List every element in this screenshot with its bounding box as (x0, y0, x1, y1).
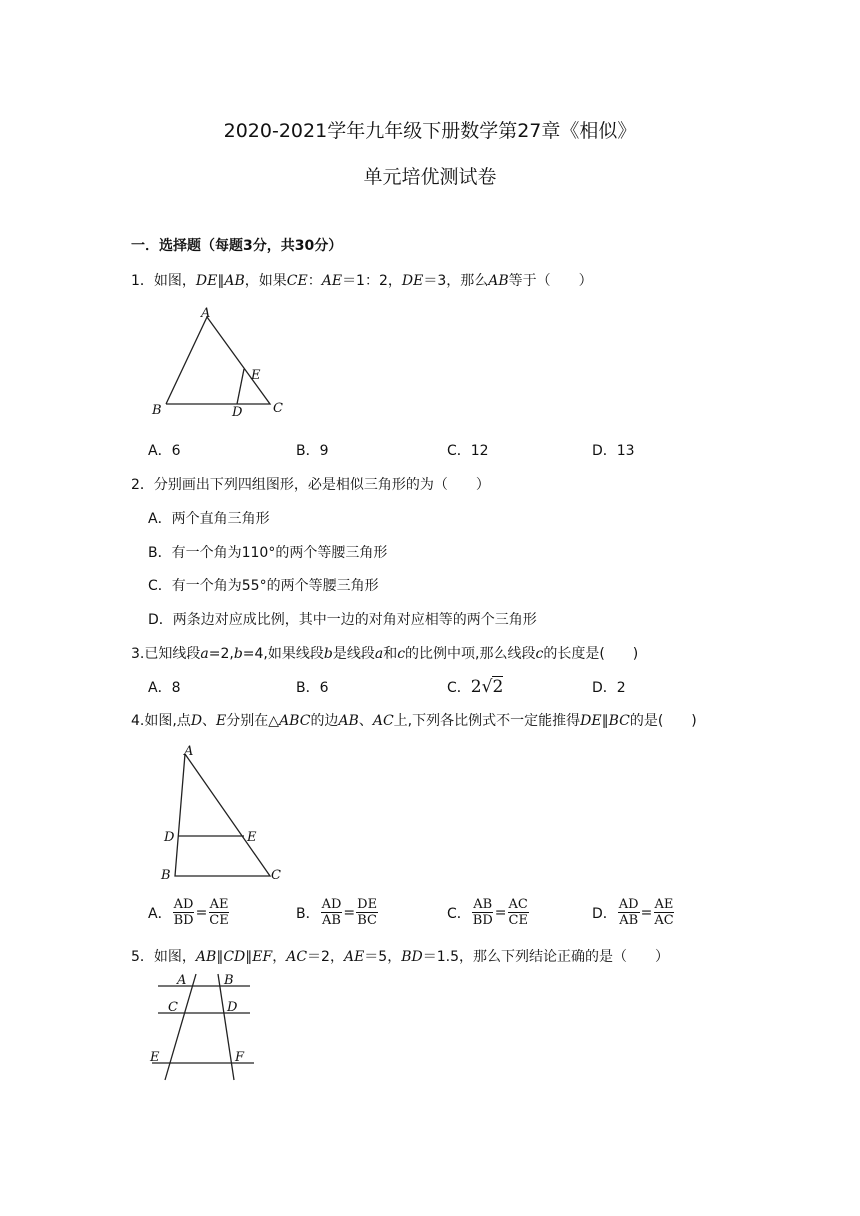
q4-label-c: C (271, 868, 281, 883)
question-5 (131, 946, 669, 966)
q5-line-cd: CD (223, 949, 246, 965)
question-1 (131, 270, 593, 290)
fraction-denominator: AC (654, 913, 674, 928)
fraction-numerator: AD (173, 897, 194, 912)
fraction-denominator: AB (619, 913, 639, 928)
question-3 (131, 643, 638, 663)
q5-label-f: F (235, 1050, 245, 1065)
q3-option-c (447, 677, 503, 697)
q3-option-c-radicand: 2 (492, 677, 504, 697)
q5-text: ＝2， (307, 949, 344, 965)
q3-option-d: D．2 (592, 680, 626, 696)
equals-sign: = (494, 904, 507, 921)
q4-seg-de: DE (580, 713, 602, 729)
q4-label-d: D (164, 830, 175, 845)
q1-seg-de2: DE (401, 273, 424, 289)
equals-sign: = (343, 904, 356, 921)
q1-seg-de: DE (195, 273, 218, 289)
q1-label-a: A (201, 306, 211, 321)
equals-sign: = (640, 904, 653, 921)
fraction-denominator: AB (322, 913, 341, 928)
q5-transversal-ace (165, 974, 196, 1080)
fraction (508, 897, 529, 928)
q3-text: 的长度是( ) (543, 646, 639, 662)
q1-option-c: C．12 (447, 443, 489, 459)
q1-text: ，如果 (244, 273, 287, 289)
q1-label-d: D (232, 405, 243, 420)
q5-text: ＝5， (364, 949, 402, 965)
q5-transversal-bdf (218, 974, 234, 1080)
fraction (321, 897, 343, 928)
q3-text: =4,如果线段 (242, 646, 324, 662)
q5-label-a: A (177, 973, 187, 988)
fraction-denominator: BC (357, 913, 377, 928)
q4-side-ab: AB (338, 713, 359, 729)
q3-var-a2: a (374, 646, 384, 662)
fraction-numerator: AC (508, 897, 528, 912)
q1-seg-ce: CE (286, 273, 308, 289)
q1-text: ： (307, 273, 322, 289)
q3-var-b2: b (323, 646, 333, 662)
q1-triangle-abc (166, 317, 270, 404)
q1-segment-de (237, 369, 244, 404)
q4-option-c (447, 897, 530, 928)
q5-label-e: E (150, 1050, 160, 1065)
radical-sign-icon: √ (481, 677, 493, 697)
q5-text: ， (272, 949, 287, 965)
fraction (472, 897, 494, 928)
q4-option-a-label: A． (148, 905, 172, 922)
q1-text: 等于（ ） (508, 273, 593, 289)
q5-parallel-lines-figure (140, 968, 270, 1086)
q4-text: 上,下列各比例式不一定能推得 (393, 713, 581, 729)
q5-number: 5．如图， (131, 949, 196, 965)
q3-text: 3.已知线段 (131, 646, 201, 662)
q4-option-c-label: C． (447, 905, 471, 922)
q5-seg-bd: BD (401, 949, 423, 965)
q5-seg-ae: AE (343, 949, 365, 965)
q4-triangle-abc: ABC (279, 713, 311, 729)
q3-option-c-coef: 2 (470, 677, 482, 697)
q1-seg-ab: AB (224, 273, 245, 289)
q4-parallel: ∥ (601, 713, 609, 729)
q4-triangle-abc (175, 754, 270, 876)
q4-label-e: E (247, 830, 257, 845)
fraction-numerator: AE (654, 897, 674, 912)
q3-option-c-label: C． (447, 680, 471, 696)
q4-label-a: A (184, 744, 194, 759)
fraction (653, 897, 674, 928)
question-2: 2．分别画出下列四组图形，必是相似三角形的为（ ） (131, 477, 490, 493)
q4-text: 的边 (310, 713, 339, 729)
q3-option-a: A．8 (148, 680, 181, 696)
q4-option-d (592, 897, 676, 928)
fraction-numerator: AD (321, 897, 342, 912)
q3-var-a: a (200, 646, 209, 662)
q1-option-b: B．9 (296, 443, 329, 459)
q3-text: 是线段 (332, 646, 375, 662)
q1-triangle-figure (140, 300, 300, 425)
q2-option-c: C．有一个角为55°的两个等腰三角形 (148, 578, 379, 594)
q4-text: 、 (358, 713, 373, 729)
q5-line-ab: AB (195, 949, 217, 965)
q4-side-ac: AC (372, 713, 394, 729)
q1-label-c: C (273, 401, 283, 416)
fraction (356, 897, 378, 928)
q4-label-b: B (161, 868, 171, 883)
q1-text: ＝3，那么 (423, 273, 489, 289)
q1-seg-ab2: AB (488, 273, 509, 289)
section-heading: 一．选择题（每题3分，共30分） (131, 238, 343, 254)
q4-option-b (296, 897, 379, 928)
q3-text: 的比例中项,那么线段 (405, 646, 536, 662)
equals-sign: = (195, 904, 208, 921)
q3-var-b: b (233, 646, 243, 662)
fraction-numerator: AE (209, 897, 229, 912)
q4-text: 的是( ) (629, 713, 697, 729)
q5-label-c: C (168, 1000, 178, 1015)
q3-var-c: c (397, 646, 406, 662)
fraction (618, 897, 640, 928)
fraction-denominator: BD (472, 913, 493, 928)
fraction-numerator: AD (618, 897, 639, 912)
q2-option-a: A．两个直角三角形 (148, 511, 270, 527)
q4-text: 、 (202, 713, 217, 729)
q1-option-d: D．13 (592, 443, 635, 459)
q4-option-b-label: B． (296, 905, 320, 922)
q4-text: 分别在△ (226, 713, 280, 729)
fraction (208, 897, 229, 928)
q5-label-b: B (224, 973, 234, 988)
q5-seg-ac: AC (286, 949, 308, 965)
q3-var-c2: c (535, 646, 544, 662)
question-4 (131, 710, 697, 730)
q4-triangle-figure (155, 740, 295, 890)
fraction-numerator: AB (473, 897, 493, 912)
q2-option-d: D．两条边对应成比例，其中一边的对角对应相等的两个三角形 (148, 612, 537, 628)
q3-text: =2, (208, 646, 234, 662)
fraction-denominator: BD (173, 913, 194, 928)
q4-point-d: D (190, 713, 203, 729)
fraction-denominator: CE (209, 913, 229, 928)
q5-parallel: ∥ (216, 949, 224, 965)
fraction-numerator: DE (357, 897, 378, 912)
q3-option-b: B．6 (296, 680, 329, 696)
q4-text: 4.如图,点 (131, 713, 191, 729)
q4-seg-bc: BC (608, 713, 630, 729)
q1-label-b: B (152, 403, 162, 418)
paper-title-line2: 单元培优测试卷 (363, 166, 497, 188)
paper-title-line1: 2020-2021学年九年级下册数学第27章《相似》 (223, 120, 637, 142)
q3-text: 和 (383, 646, 398, 662)
q5-label-d: D (227, 1000, 238, 1015)
q4-option-d-label: D． (592, 905, 617, 922)
q4-option-a (148, 897, 231, 928)
fraction-denominator: CE (508, 913, 528, 928)
q5-line-ef: EF (252, 949, 273, 965)
q1-parallel: ∥ (217, 273, 225, 289)
q1-seg-ae: AE (321, 273, 343, 289)
fraction (173, 897, 195, 928)
q1-text: ＝1：2， (342, 273, 402, 289)
q1-option-a: A．6 (148, 443, 181, 459)
q4-point-e: E (216, 713, 227, 729)
q1-number: 1．如图， (131, 273, 196, 289)
q5-parallel: ∥ (245, 949, 253, 965)
q2-option-b: B．有一个角为110°的两个等腰三角形 (148, 545, 388, 561)
q5-text: ＝1.5，那么下列结论正确的是（ ） (422, 949, 669, 965)
q1-label-e: E (251, 368, 261, 383)
